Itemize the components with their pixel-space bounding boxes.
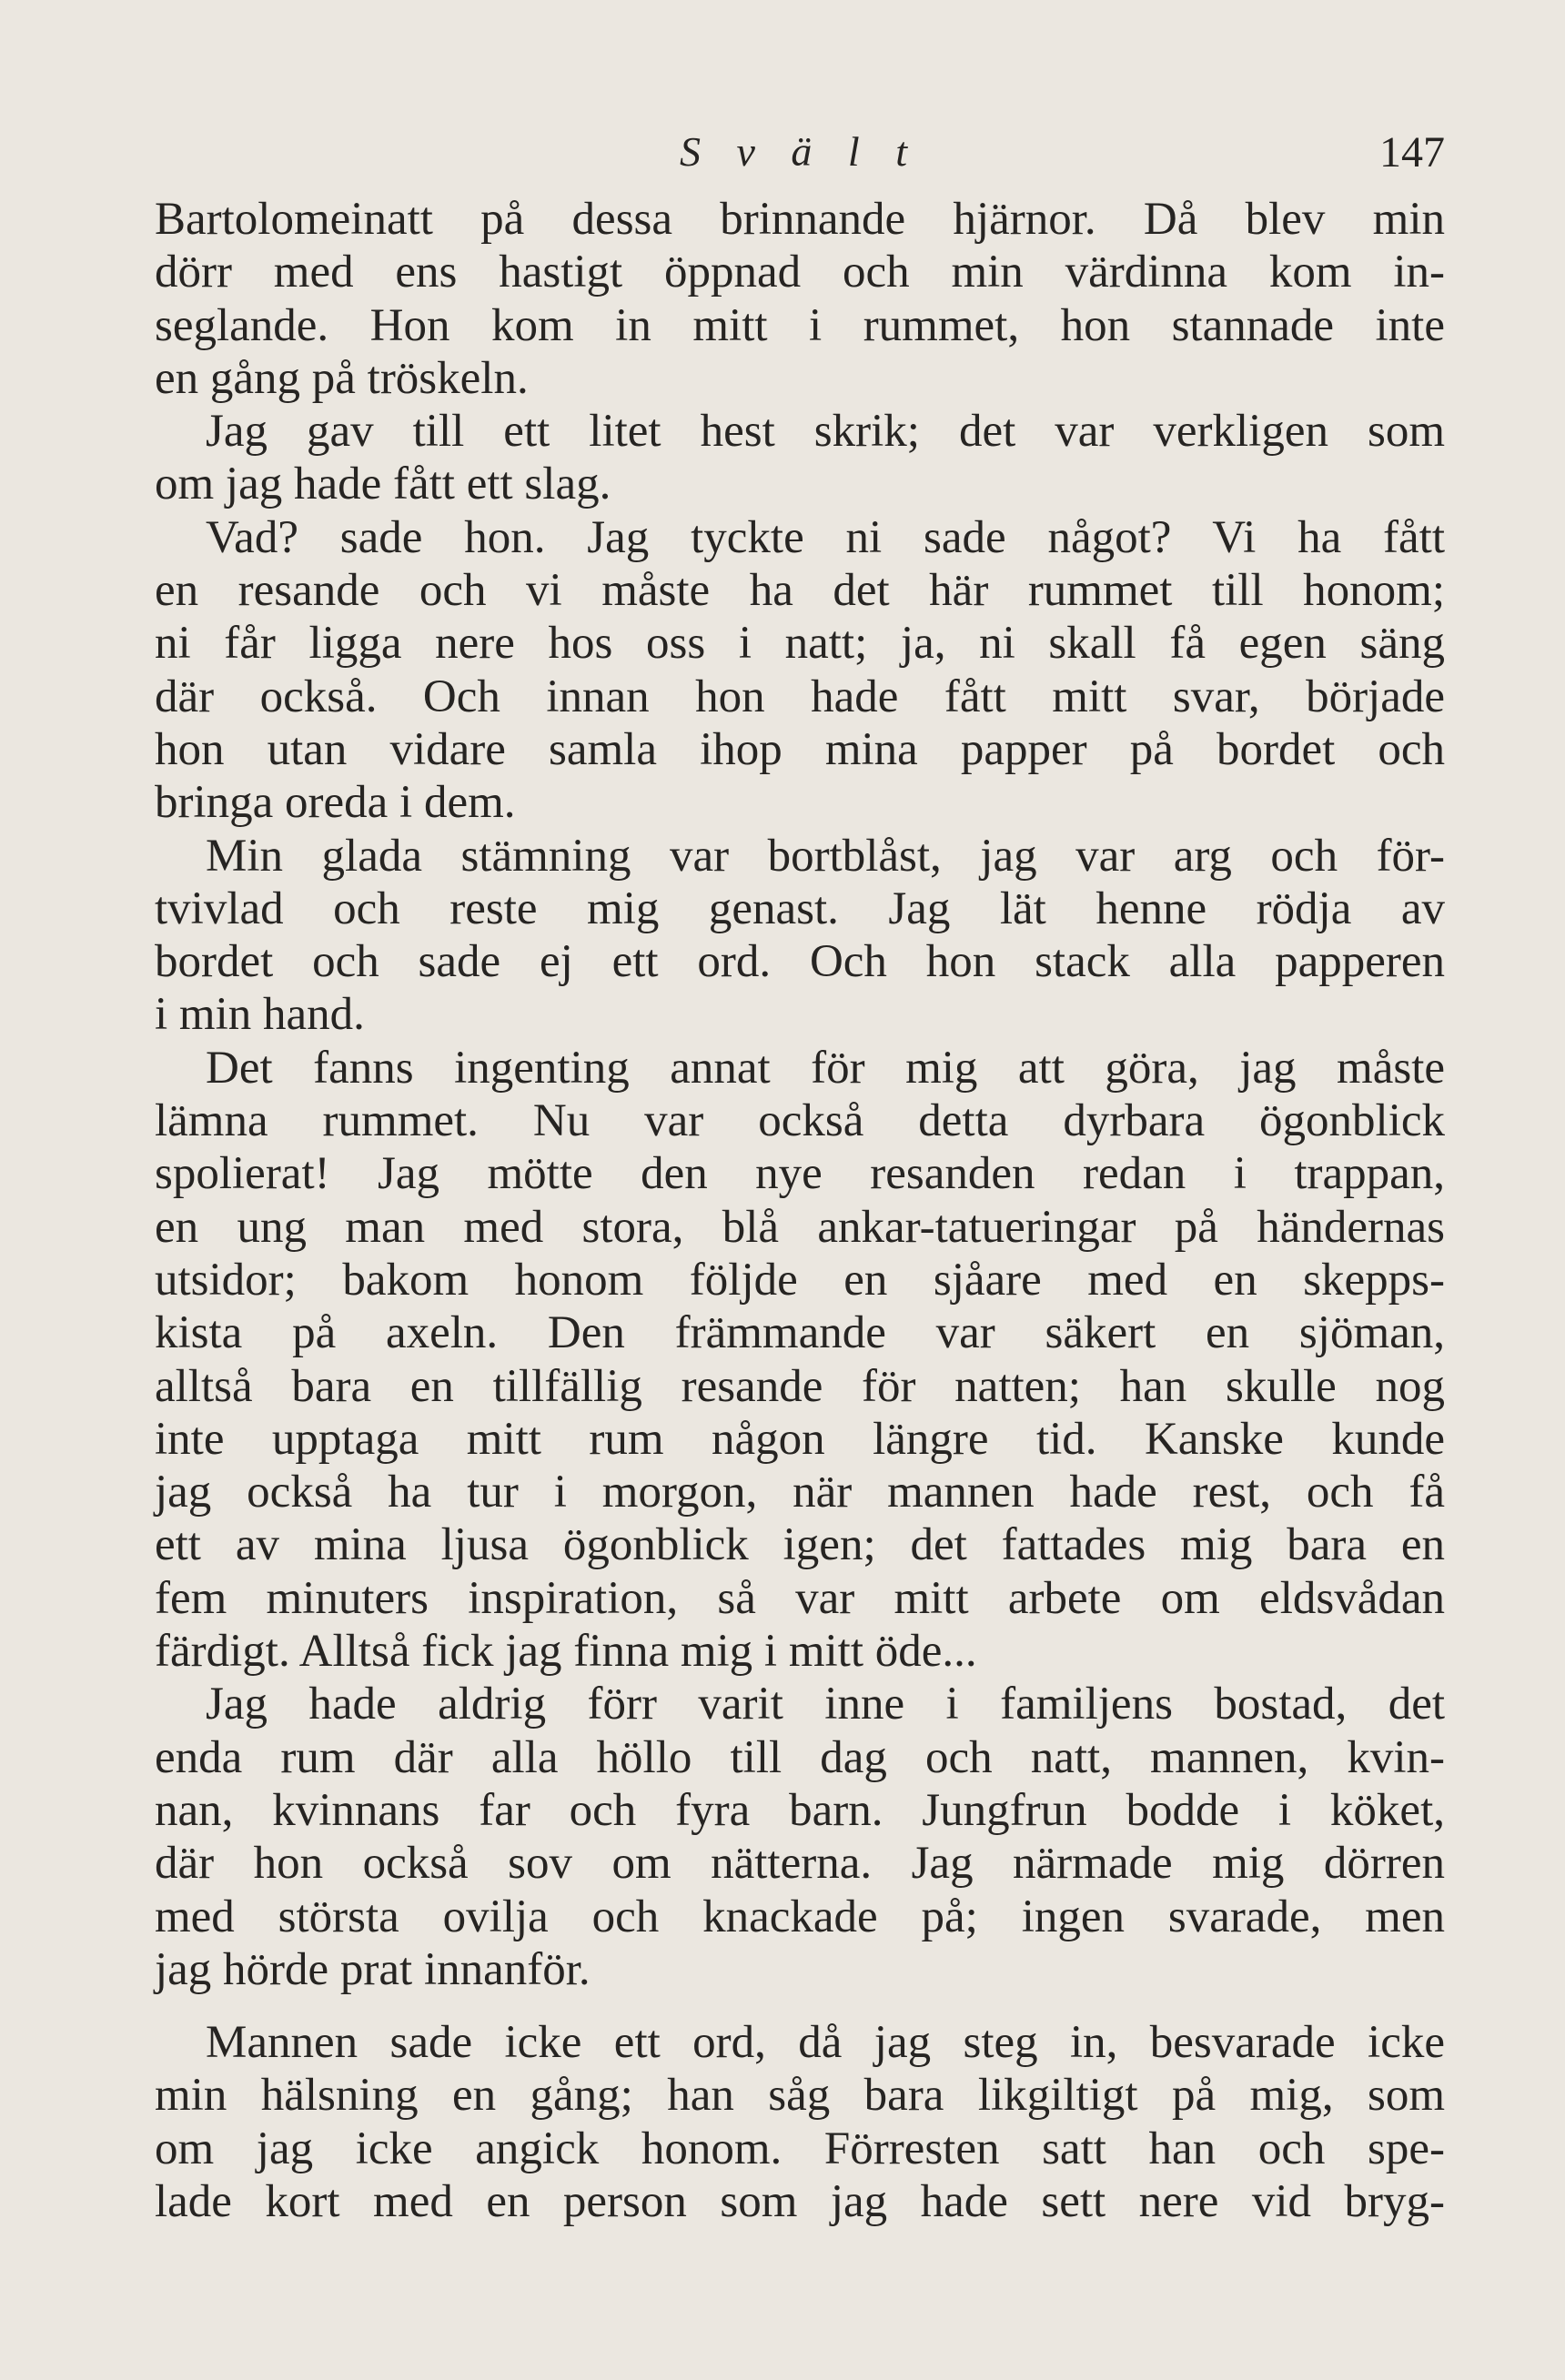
paragraph (155, 405, 1445, 511)
text-line: seglande. Hon kom in mitt i rummet, hon stannade inte (155, 299, 1445, 351)
text-line: om jag icke angick honom. Förresten satt han och spe- (155, 2123, 1445, 2174)
paragraph (155, 1678, 1445, 1996)
text-line: inte upptaga mitt rum någon längre tid. Kanske kunde (155, 1413, 1445, 1465)
paragraph (155, 193, 1445, 405)
text-line: tvivlad och reste mig genast. Jag lät henne rödja av (155, 882, 1445, 934)
text-line: Mannen sade icke ett ord, då jag steg in, besvarade icke (206, 2017, 1445, 2069)
text-line: Jag gav till ett litet hest skrik; det var verkligen som (206, 406, 1445, 458)
text-line: en gång på tröskeln. (155, 352, 529, 404)
text-line: spolierat! Jag mötte den nye resanden redan i trappan, (155, 1148, 1445, 1200)
text-line: om jag hade fått ett slag. (155, 459, 611, 510)
text-line: Min glada stämning var bortblåst, jag var arg och för- (206, 830, 1445, 882)
page-number: 147 (1379, 128, 1445, 176)
text-line: jag också ha tur i morgon, när mannen hade rest, och få (155, 1467, 1445, 1518)
text-line: Bartolomeinatt på dessa brinnande hjärnor. Då blev min (155, 194, 1445, 245)
paragraph-gap (155, 1996, 1445, 2016)
text-line: ett av mina ljusa ögonblick igen; det fattades mig bara en (155, 1519, 1445, 1571)
text-line: min hälsning en gång; han såg bara likgiltigt på mig, som (155, 2070, 1445, 2122)
text-line: en ung man med stora, blå ankar-tatueringar på händernas (155, 1201, 1445, 1253)
running-head (155, 116, 1445, 189)
text-line: fem minuters inspiration, så var mitt arbete om eldsvådan (155, 1572, 1445, 1624)
text-line: en resande och vi måste ha det här rummet till honom; (155, 565, 1445, 617)
text-line: bringa oreda i dem. (155, 777, 516, 829)
text-line: i min hand. (155, 989, 365, 1041)
text-line: enda rum där alla höllo till dag och natt, mannen, kvin- (155, 1731, 1445, 1783)
text-line: utsidor; bakom honom följde en sjåare med en skepps- (155, 1254, 1445, 1306)
text-line: jag hörde prat innanför. (155, 1943, 591, 1995)
paragraph (155, 1042, 1445, 1679)
paragraph (155, 511, 1445, 830)
text-line: alltså bara en tillfällig resande för natten; han skulle nog (155, 1360, 1445, 1412)
text-line: bordet och sade ej ett ord. Och hon stack alla papperen (155, 936, 1445, 988)
text-line: där hon också sov om nätterna. Jag närmade mig dörren (155, 1838, 1445, 1890)
paragraph (155, 830, 1445, 1042)
text-line: där också. Och innan hon hade fått mitt svar, började (155, 671, 1445, 722)
text-line: färdigt. Alltså fick jag finna mig i mitt öde... (155, 1626, 977, 1678)
text-line: Vad? sade hon. Jag tyckte ni sade något? Vi ha fått (206, 511, 1445, 563)
text-line: med största ovilja och knackade på; ingen svarade, men (155, 1891, 1445, 1942)
text-line: hon utan vidare samla ihop mina papper på bordet och (155, 723, 1445, 775)
text-line: dörr med ens hastigt öppnad och min värdinna kom in- (155, 247, 1445, 298)
chapter-title: S v ä l t (680, 128, 920, 175)
text-line: lade kort med en person som jag hade sett nere vid bryg- (155, 2175, 1445, 2227)
text-line: Jag hade aldrig förr varit inne i familjens bostad, det (206, 1679, 1445, 1730)
text-line: nan, kvinnans far och fyra barn. Jungfrun bodde i köket, (155, 1784, 1445, 1836)
paragraph (155, 2016, 1445, 2228)
text-line: ni får ligga nere hos oss i natt; ja, ni skall få egen säng (155, 618, 1445, 670)
text-line: Det fanns ingenting annat för mig att göra, jag måste (206, 1042, 1445, 1094)
text-line: kista på axeln. Den främmande var säkert en sjöman, (155, 1307, 1445, 1359)
body-text (155, 193, 1445, 2228)
text-line: lämna rummet. Nu var också detta dyrbara ögonblick (155, 1095, 1445, 1147)
